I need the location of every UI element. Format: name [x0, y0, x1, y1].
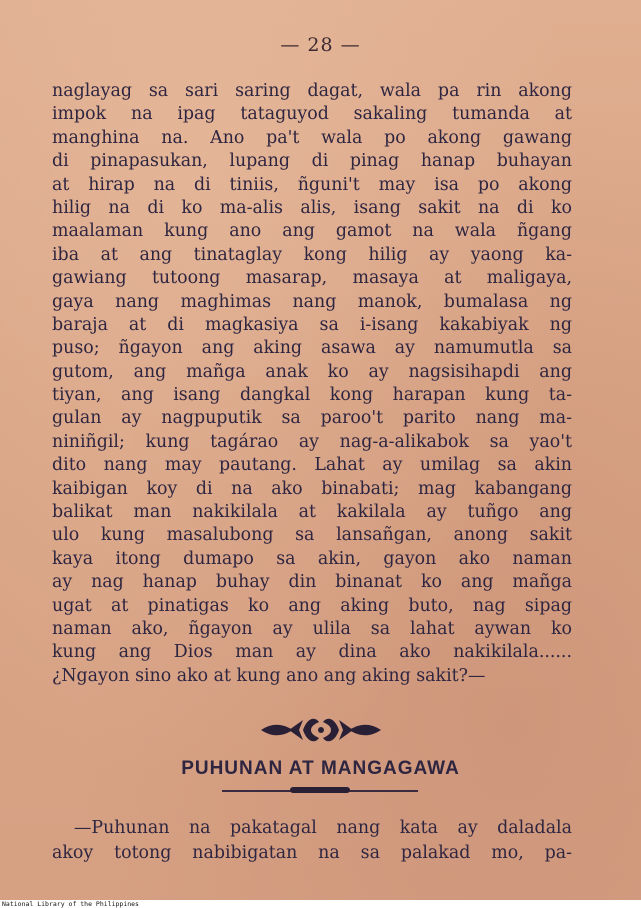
text-line: hilig na di ko ma-alis alis, isang sakit na di ko — [52, 197, 572, 218]
text-line: kaibigan koy di na ako binabati; mag kabangang — [52, 478, 572, 499]
text-line: maalaman kung ano ang gamot na wala ñgang — [52, 221, 572, 242]
text-line: akoy totong nabibigatan na sa palakad mo, pa- — [52, 843, 572, 863]
text-line: ulo kung masalubong sa lansañgan, anong sakit — [52, 525, 572, 546]
text-line: puso; ñgayon ang aking asawa ay namumutla sa — [52, 338, 572, 359]
ornament-icon-graphic — [259, 712, 383, 748]
text-line: ugat at pinatigas ko ang aking buto, nag sipag — [52, 595, 572, 616]
text-line: manghina na. Ano pa't wala po akong gawang — [52, 127, 572, 148]
text-line: dito nang may pautang. Lahat ay umilag sa akin — [52, 455, 572, 476]
section-title: PUHUNAN AT MANGAGAWA — [181, 758, 460, 779]
title-underline-ornament — [290, 787, 350, 793]
footer-credit: National Library of the Philippines — [2, 900, 139, 908]
text-line: at hirap na di tiniis, ñguni't may isa po akong — [52, 174, 572, 195]
text-line: iba at ang tinataglay kong hilig ay yaong ka- — [52, 244, 572, 265]
text-line: gulan ay nagpuputik sa paroo't parito nang ma- — [52, 408, 572, 429]
text-line: baraja at di magkasiya sa i-isang kakabiyak ng — [52, 314, 572, 335]
text-line: impok na ipag tataguyod sakaling tumanda at — [52, 104, 572, 125]
text-line: ¿Ngayon sino ako at kung ano ang aking sakit?— — [52, 665, 486, 686]
body-text — [52, 80, 572, 688]
page-number: — 28 — — [280, 34, 361, 56]
text-line: balikat man nakikilala at kakilala ay tuñgo ang — [52, 502, 572, 523]
text-line: kung ang Dios man ay dina ako nakikilala...... — [52, 642, 572, 663]
text-line: tiyan, ang isang dangkal kong harapan kung ta- — [52, 385, 572, 406]
text-line: naglayag sa sari saring dagat, wala pa rin akong — [52, 81, 572, 101]
text-line: gutom, ang mañga anak ko ay nagsisihapdi ang — [52, 361, 572, 382]
text-line: ay nag hanap buhay din binanat ko ang mañga — [52, 572, 572, 593]
text-line: di pinapasukan, lupang di pinag hanap buhayan — [52, 151, 572, 172]
text-line: —Puhunan na pakatagal nang kata ay daladala — [74, 818, 572, 838]
text-line: kaya itong dumapo sa akin, gayon ako naman — [52, 548, 572, 569]
text-line: naman ako, ñgayon ay ulila sa lahat aywan ko — [52, 618, 572, 639]
ornament-icon — [0, 712, 641, 754]
text-line: gaya nang maghimas nang manok, bumalasa ng — [52, 291, 572, 312]
text-line: gawiang tutoong masarap, masaya at maligaya, — [52, 268, 572, 289]
section-text — [52, 816, 572, 866]
text-line: niniñgil; kung tagárao ay nag-a-alikabok sa yao't — [52, 431, 572, 452]
